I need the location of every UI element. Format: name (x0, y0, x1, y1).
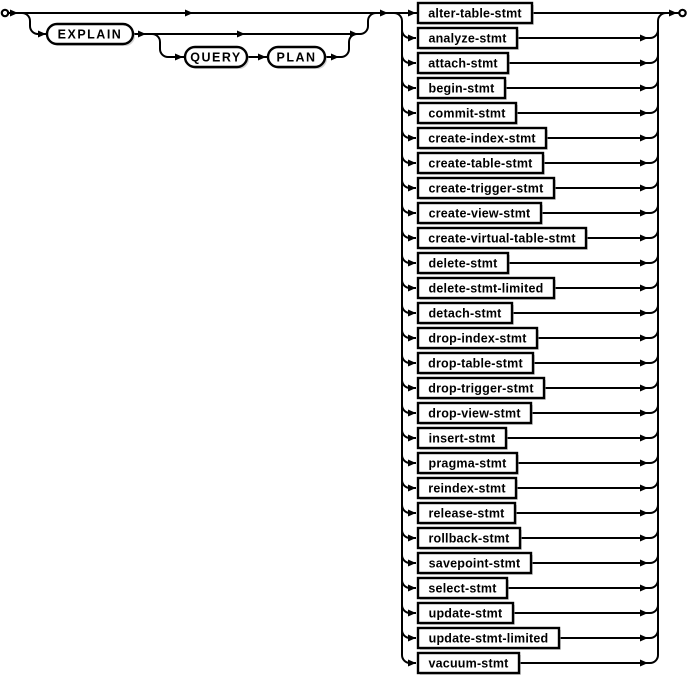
nonterminal-rollback-stmt[interactable] (418, 528, 522, 550)
node-label: pragma-stmt (428, 456, 507, 471)
arrow-icon (138, 31, 146, 38)
arrow-icon (640, 560, 648, 567)
node-label: delete-stmt (428, 256, 498, 271)
arrow-icon (640, 410, 648, 417)
arrow-icon (408, 310, 416, 317)
arrow-icon (408, 585, 416, 592)
node-label: drop-trigger-stmt (428, 381, 534, 396)
node-label: insert-stmt (428, 431, 496, 446)
arrow-icon (640, 585, 648, 592)
arrow-icon (408, 285, 416, 292)
node-label: drop-view-stmt (428, 406, 521, 421)
arrow-icon (408, 160, 416, 167)
nonterminal-delete-stmt[interactable] (418, 253, 510, 275)
nonterminal-drop-trigger-stmt[interactable] (418, 378, 546, 400)
arrow-icon (408, 35, 416, 42)
nonterminal-begin-stmt[interactable] (418, 78, 507, 100)
arrow-icon (640, 485, 648, 492)
terminal-query (185, 47, 249, 69)
arrow-icon (408, 135, 416, 142)
arrow-icon (408, 235, 416, 242)
nonterminal-release-stmt[interactable] (418, 503, 517, 525)
nonterminal-analyze-stmt[interactable] (418, 28, 519, 50)
node-label: update-stmt (428, 606, 503, 621)
node-label: analyze-stmt (428, 31, 507, 46)
arrow-icon (640, 435, 648, 442)
node-label: attach-stmt (428, 56, 498, 71)
arrow-icon (408, 660, 416, 667)
arrow-icon (408, 185, 416, 192)
arrow-icon (640, 110, 648, 117)
diagram-nodes (47, 3, 588, 675)
nonterminal-pragma-stmt[interactable] (418, 453, 519, 475)
node-label: rollback-stmt (428, 531, 510, 546)
arrow-icon (640, 660, 648, 667)
nonterminal-update-stmt-limited[interactable] (418, 628, 561, 650)
node-label: PLAN (276, 50, 317, 65)
node-label: create-virtual-table-stmt (428, 231, 576, 246)
arrow-icon (408, 610, 416, 617)
arrow-icon (640, 360, 648, 367)
node-label: delete-stmt-limited (428, 281, 544, 296)
node-label: vacuum-stmt (428, 656, 509, 671)
end-node-icon (679, 10, 685, 16)
node-label: create-trigger-stmt (428, 181, 544, 196)
arrow-icon (408, 435, 416, 442)
start-node-icon (2, 10, 8, 16)
arrow-icon (640, 85, 648, 92)
arrow-icon (640, 185, 648, 192)
nonterminal-vacuum-stmt[interactable] (418, 653, 521, 675)
arrow-icon (408, 210, 416, 217)
arrow-icon (408, 635, 416, 642)
arrow-icon (258, 54, 266, 61)
arrow-icon (408, 485, 416, 492)
arrow-icon (640, 310, 648, 317)
arrow-icon (408, 535, 416, 542)
node-label: commit-stmt (428, 106, 506, 121)
node-label: create-table-stmt (428, 156, 533, 171)
nonterminal-create-virtual-table-stmt[interactable] (418, 228, 588, 250)
terminal-plan (268, 47, 327, 69)
arrow-icon (408, 110, 416, 117)
node-label: release-stmt (428, 506, 505, 521)
arrow-icon (669, 10, 677, 17)
arrow-icon (640, 260, 648, 267)
nonterminal-insert-stmt[interactable] (418, 428, 508, 450)
arrow-icon (408, 460, 416, 467)
nonterminal-create-index-stmt[interactable] (418, 128, 548, 150)
arrow-icon (408, 85, 416, 92)
node-label: savepoint-stmt (428, 556, 521, 571)
arrow-icon (38, 31, 46, 38)
arrow-icon (175, 54, 183, 61)
arrow-icon (640, 635, 648, 642)
node-label: drop-table-stmt (428, 356, 523, 371)
arrow-icon (10, 10, 18, 17)
arrow-icon (408, 60, 416, 67)
arrow-icon (408, 385, 416, 392)
arrow-icon (237, 31, 245, 38)
nonterminal-attach-stmt[interactable] (418, 53, 510, 75)
nonterminal-drop-table-stmt[interactable] (418, 353, 535, 375)
node-label: drop-index-stmt (428, 331, 527, 346)
arrow-icon (640, 335, 648, 342)
node-label: reindex-stmt (428, 481, 506, 496)
connector-lines (8, 13, 679, 663)
node-label: QUERY (190, 50, 242, 65)
arrow-icon (640, 510, 648, 517)
arrow-icon (640, 460, 648, 467)
arrow-icon (408, 360, 416, 367)
nonterminal-update-stmt[interactable] (418, 603, 515, 625)
nonterminal-reindex-stmt[interactable] (418, 478, 518, 500)
arrow-icon (640, 135, 648, 142)
node-label: create-index-stmt (428, 131, 536, 146)
arrow-icon (408, 560, 416, 567)
node-label: EXPLAIN (57, 27, 123, 42)
nonterminal-drop-index-stmt[interactable] (418, 328, 539, 350)
arrow-icon (408, 335, 416, 342)
arrow-icon (408, 260, 416, 267)
nonterminal-savepoint-stmt[interactable] (418, 553, 533, 575)
node-label: update-stmt-limited (428, 631, 549, 646)
arrow-icon (640, 610, 648, 617)
arrow-icon (640, 385, 648, 392)
arrow-icon (408, 10, 416, 17)
arrow-icon (408, 410, 416, 417)
arrow-icon (408, 510, 416, 517)
nonterminal-detach-stmt[interactable] (418, 303, 514, 325)
arrow-icon (640, 210, 648, 217)
arrow-icon (331, 54, 339, 61)
nonterminal-commit-stmt[interactable] (418, 103, 518, 125)
node-label: alter-table-stmt (428, 6, 522, 21)
arrow-icon (640, 35, 648, 42)
arrow-icon (640, 285, 648, 292)
terminal-explain (47, 24, 135, 46)
arrow-icon (185, 10, 193, 17)
nonterminal-delete-stmt-limited[interactable] (418, 278, 556, 300)
node-label: detach-stmt (428, 306, 502, 321)
nonterminal-create-trigger-stmt[interactable] (418, 178, 556, 200)
nonterminal-alter-table-stmt[interactable] (418, 3, 534, 25)
nonterminal-create-view-stmt[interactable] (418, 203, 543, 225)
arrow-icon (640, 535, 648, 542)
arrow-icon (640, 160, 648, 167)
nonterminal-select-stmt[interactable] (418, 578, 509, 600)
node-label: select-stmt (428, 581, 497, 596)
node-label: begin-stmt (428, 81, 495, 96)
arrow-icon (380, 10, 388, 17)
nonterminal-drop-view-stmt[interactable] (418, 403, 533, 425)
arrow-icon (640, 235, 648, 242)
arrow-icon (350, 31, 358, 38)
arrow-icon (640, 60, 648, 67)
node-label: create-view-stmt (428, 206, 531, 221)
nonterminal-create-table-stmt[interactable] (418, 153, 545, 175)
